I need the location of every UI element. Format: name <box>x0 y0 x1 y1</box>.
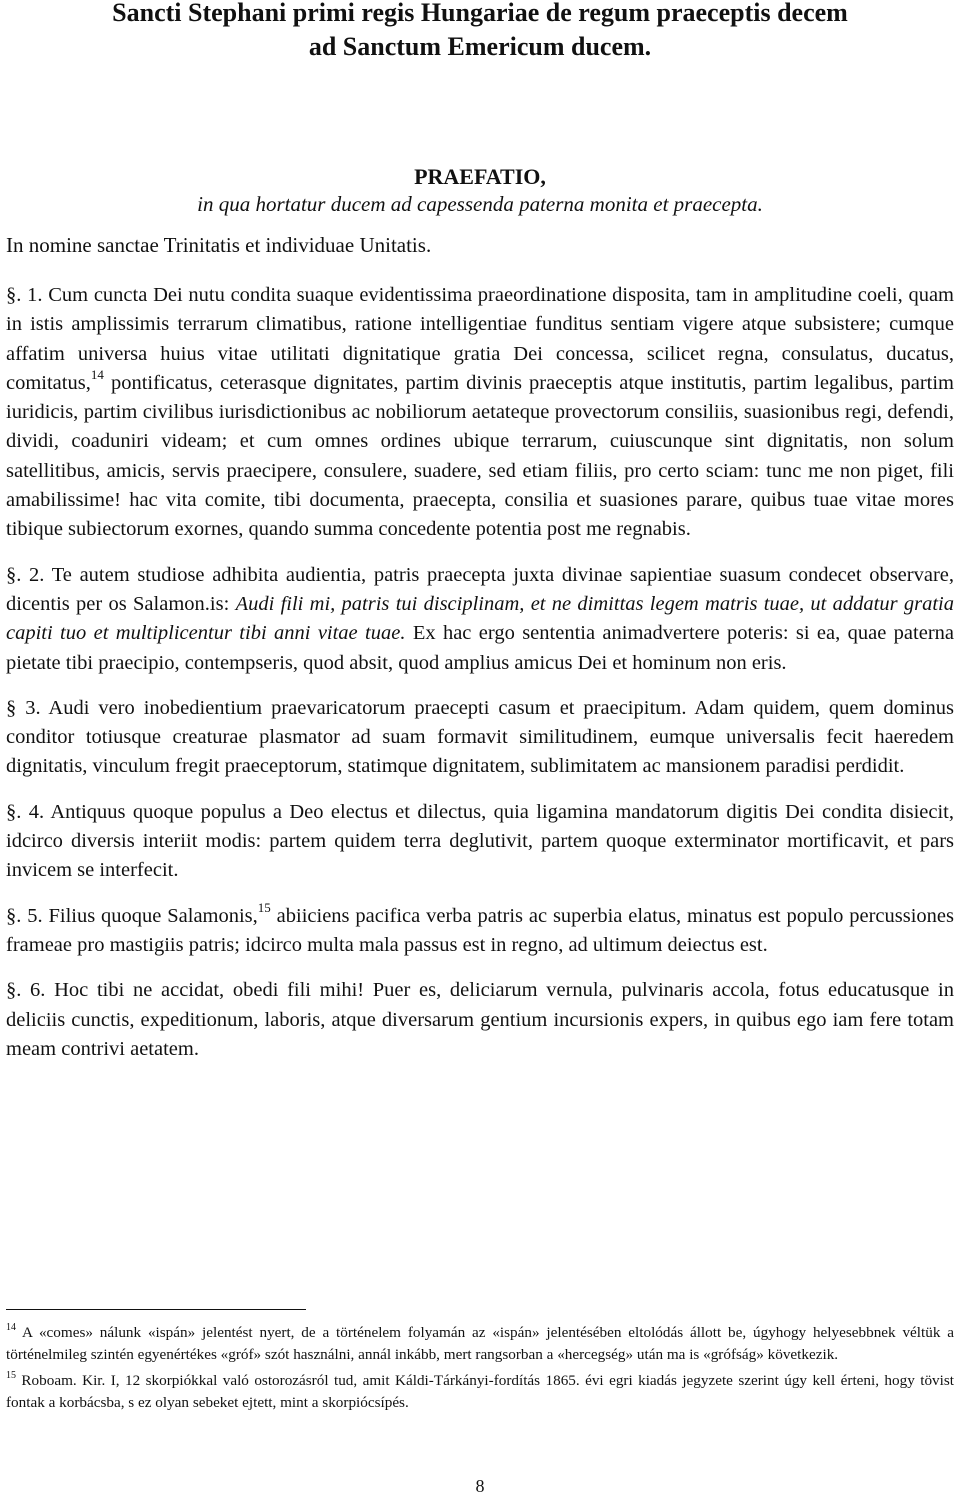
preface-subtitle: in qua hortatur ducem ad capessenda paterna monita et praecepta. <box>197 192 763 216</box>
paragraph-6: §. 6. Hoc tibi ne accidat, obedi fili mihi! Puer es, deliciarum vernula, pulvinaris accola, fotus educatusque in deliciis cunctis, expeditionum, laboris, atque diversarum gentium incursionis expers, in quibus ego iam fere totam meam contrivi aetatem. <box>6 979 954 1060</box>
paragraph-1-text-a: §. 1. Cum cuncta Dei nutu condita suaque evidentissima praeordinatione disposita, tam in amplitudine coeli, quam in istis amplissimis terrarum climatibus, ratione intelligentiae funditus sentiam vigere atque subsistere; cumque affatim universa huius vitae utilitati dignitatique gratia Dei concessa, scilicet regna, consulatus, ducatus, comitatus, <box>6 284 954 394</box>
page-number: 8 <box>475 1476 485 1496</box>
paragraph-2-text-a: §. 2. Te autem studiose adhibita audientia, patris praecepta juxta divinae sapientiae suasum condecet observare, dicentis per os Salamon.is: <box>6 563 954 615</box>
paragraph-2-quote: Audi fili mi, patris tui disciplinam, et ne dimittas legem matris tuae, ut addatur gratia capiti tuo et multiplicentur tibi anni vitae tuae. <box>6 592 954 645</box>
footnote-15-number: 15 <box>6 1370 16 1381</box>
footnote-14-number: 14 <box>6 1322 16 1333</box>
footnotes-section <box>6 1322 954 1418</box>
paragraph-5-text-a: §. 5. Filius quoque Salamonis, <box>6 904 258 927</box>
title-line-2: ad Sanctum Emericum ducem. <box>308 32 652 61</box>
paragraph-5-text-b: abiiciens pacifica verba patris ac superbia elatus, minatus est populo percussiones frameae pro mastigiis patris; idcirco multa mala passus est in regno, ad ultimum deiectus est. <box>6 904 955 956</box>
invocation-line: In nomine sanctae Trinitatis et individuae Unitatis. <box>6 233 432 257</box>
footnote-15 <box>6 1370 954 1414</box>
document-title <box>6 0 954 64</box>
paragraph-5 <box>6 899 955 961</box>
paragraph-2-text-b: Ex hac ergo sententia animadvertere poteris: si ea, quae paterna pietate tibi praecipio, contempseris, quod absit, quod amplius amicus Dei et hominum non eris. <box>6 622 955 674</box>
footnote-14 <box>6 1322 954 1366</box>
footnote-14-text: A «comes» nálunk «ispán» jelentést nyert, de a történelem folyamán az «ispán» jelentésében eltolódás állott be, úgyhogy helyesebbnek véltük a történelmileg szintén egyenértékes «gróf» szót használni, annál inkább, mert rangsorban a «hercegség» után ma is «grófság» következik. <box>6 1324 954 1363</box>
footnote-divider <box>6 1309 306 1310</box>
paragraph-3: § 3. Audi vero inobedientium praevaricatorum praecepti casum et praecipitum. Adam quidem, quem dominus conditor totiusque creaturae plasmator ad suam formavit similitudinem, eumque universalis fecit haeredem dignitatis, vinculum fregit praeceptorum, statimque dignitatem, sublimitatem ac mansionem paradisi perdidit. <box>6 696 954 778</box>
footnote-ref-15[interactable]: 15 <box>257 899 271 915</box>
footnote-15-text: Roboam. Kir. I, 12 skorpiókkal való ostorozásról tud, amit Káldi-Tárkányi-fordítás 1865. évi egri kiadás jegyzete szerint úgy kell érteni, hogy tövist fontak a korbácsba, s ez olyan sebeket ejtett, mint a skorpiócsípés. <box>6 1372 954 1411</box>
paragraph-1-text-b: pontificatus, ceterasque dignitates, partim divinis praeceptis atque institutis, partim legalibus, partim iuridicis, partim civilibus iurisdictionibus ac nobiliorum aetateque provectorum consiliis, suasionibus regi, defendi, dividi, coaduniri videam; et cum omnes ordines ubique terrarum, cuiuscunque sint dignitatis, non solum satellitibus, amicis, servis praecipere, consulere, suadere, sed etiam filiis, pro certo sciam: tunc me non piget, fili amabilissime! hac vita comite, tibi documenta, praecepta, consilia et suasiones parare, quibus tuae vitae mores tibique subiectorum exornes, quando summa concedente potentia post me regnabis. <box>6 371 954 541</box>
paragraph-1 <box>6 281 954 545</box>
paragraph-4: §. 4. Antiquus quoque populus a Deo electus et dilectus, quia ligamina mandatorum digitis Dei condita disiecit, idcirco diversis interiit modis: partem quidem terra deglutivit, partem quoque exterminator mortificavit, et pars invicem se interfecit. <box>6 800 954 882</box>
title-line-1: Sancti Stephani primi regis Hungariae de regum praeceptis decem <box>112 0 848 27</box>
footnote-ref-14[interactable]: 14 <box>90 366 104 382</box>
preface-heading: PRAEFATIO, <box>414 164 546 189</box>
paragraph-2 <box>6 561 954 678</box>
